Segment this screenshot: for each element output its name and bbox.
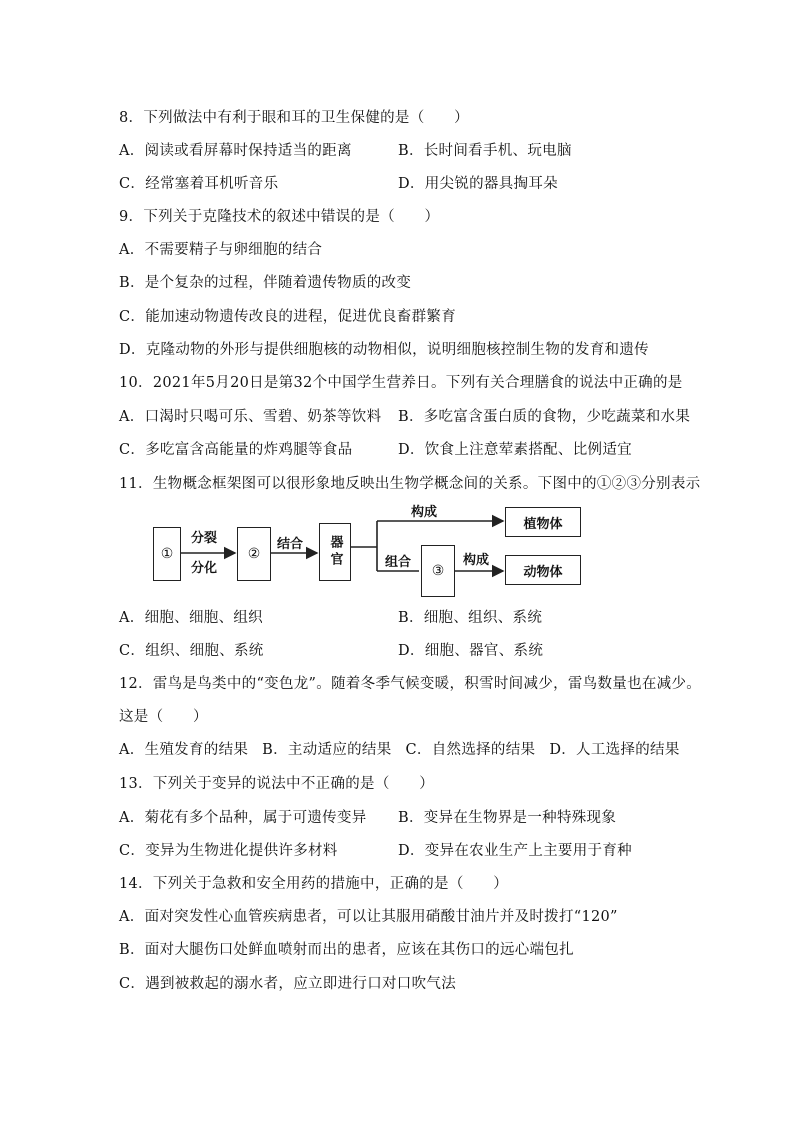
question-11-stem: 11．生物概念框架图可以很形象地反映出生物学概念间的关系。下图中的①②③分别表示 xyxy=(119,476,701,492)
diagram-box-2: ② xyxy=(237,527,271,581)
question-8-option-c: C．经常塞着耳机听音乐 xyxy=(119,176,279,192)
diagram-box-3: ③ xyxy=(421,545,455,597)
diagram-box-organ: 器官 xyxy=(319,523,351,581)
diagram-box-plant: 植物体 xyxy=(505,507,581,537)
question-10-option-c: C．多吃富含高能量的炸鸡腿等食品 xyxy=(119,442,353,458)
question-11-option-a: A．细胞、细胞、组织 xyxy=(119,610,263,626)
question-12-stem: 12．雷鸟是鸟类中的“变色龙”。随着冬季气候变暖，积雪时间减少，雷鸟数量也在减少。 xyxy=(119,676,702,692)
question-14-stem: 14．下列关于急救和安全用药的措施中，正确的是（ ） xyxy=(119,876,509,892)
question-11-option-c: C．组织、细胞、系统 xyxy=(119,643,264,659)
question-12-stem-continued: 这是（ ） xyxy=(119,709,208,725)
question-14-option-a: A．面对突发性心血管疾病患者，可以让其服用硝酸甘油片并及时拨打“120” xyxy=(119,909,618,925)
question-12-options xyxy=(119,740,680,760)
diagram-label-constitute-bottom: 构成 xyxy=(463,553,490,568)
question-13-option-b: B．变异在生物界是一种特殊现象 xyxy=(398,810,617,826)
question-8-option-b: B．长时间看手机、玩电脑 xyxy=(398,143,572,159)
question-12-option-d: D．人工选择的结果 xyxy=(549,742,680,758)
question-8-stem: 8．下列做法中有利于眼和耳的卫生保健的是（ ） xyxy=(119,110,469,126)
diagram-box-1: ① xyxy=(153,527,181,581)
question-12-option-c: C．自然选择的结果 xyxy=(405,742,536,758)
concept-diagram xyxy=(149,497,589,597)
question-13-stem: 13．下列关于变异的说法中不正确的是（ ） xyxy=(119,776,435,792)
question-10-option-d: D．饮食上注意荤素搭配、比例适宜 xyxy=(398,442,632,458)
question-12-option-b: B．主动适应的结果 xyxy=(262,742,392,758)
diagram-label-combine: 结合 xyxy=(277,537,304,552)
question-9-option-b: B．是个复杂的过程，伴随着遗传物质的改变 xyxy=(119,275,412,291)
diagram-label-divide: 分裂 xyxy=(191,531,218,546)
question-13-option-d: D．变异在农业生产上主要用于育种 xyxy=(398,843,632,859)
question-14-option-b: B．面对大腿伤口处鲜血喷射而出的患者，应该在其伤口的远心端包扎 xyxy=(119,942,574,958)
question-8-option-d: D．用尖锐的器具掏耳朵 xyxy=(398,176,558,192)
question-9-stem: 9．下列关于克隆技术的叙述中错误的是（ ） xyxy=(119,209,440,225)
question-8-option-a: A．阅读或看屏幕时保持适当的距离 xyxy=(119,143,352,159)
question-10-option-b: B．多吃富含蛋白质的食物，少吃蔬菜和水果 xyxy=(398,409,691,425)
question-9-option-a: A．不需要精子与卵细胞的结合 xyxy=(119,242,323,258)
question-10-stem: 10．2021年5月20日是第32个中国学生营养日。下列有关合理膳食的说法中正确的是 xyxy=(119,375,683,391)
question-13-option-a: A．菊花有多个品种，属于可遗传变异 xyxy=(119,810,367,826)
question-14-option-c: C．遇到被救起的溺水者，应立即进行口对口吹气法 xyxy=(119,976,456,992)
question-11-option-d: D．细胞、器官、系统 xyxy=(398,643,544,659)
question-9-option-d: D．克隆动物的外形与提供细胞核的动物相似，说明细胞核控制生物的发育和遗传 xyxy=(119,342,649,358)
diagram-box-animal: 动物体 xyxy=(505,555,581,585)
diagram-label-differentiate: 分化 xyxy=(191,561,218,576)
question-13-option-c: C．变异为生物进化提供许多材料 xyxy=(119,843,338,859)
question-11-option-b: B．细胞、组织、系统 xyxy=(398,610,543,626)
question-9-option-c: C．能加速动物遗传改良的进程，促进优良畜群繁育 xyxy=(119,309,456,325)
diagram-label-group: 组合 xyxy=(385,555,412,570)
diagram-label-constitute-top: 构成 xyxy=(411,505,438,520)
question-12-option-a: A．生殖发育的结果 xyxy=(119,742,249,758)
question-10-option-a: A．口渴时只喝可乐、雪碧、奶茶等饮料 xyxy=(119,409,382,425)
